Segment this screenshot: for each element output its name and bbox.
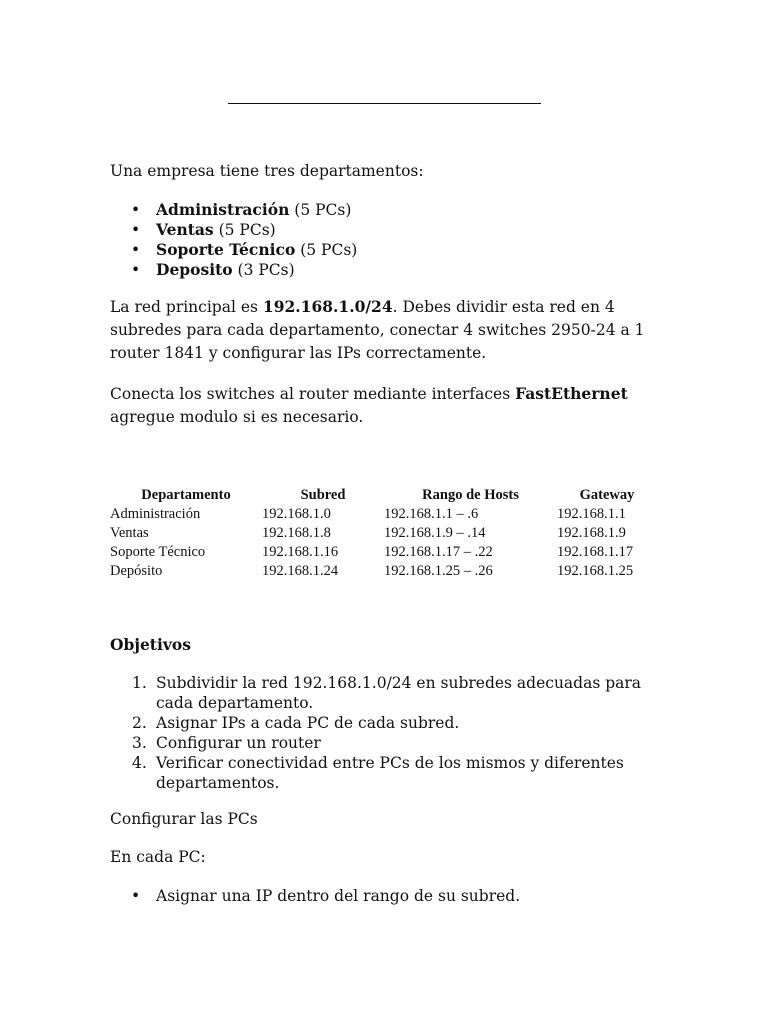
- connect-text-after: agregue modulo si es necesario.: [110, 408, 364, 426]
- network-text-before: La red principal es: [110, 298, 263, 316]
- table-cell: 192.168.1.8: [262, 525, 331, 541]
- column-header-department: Departamento: [141, 487, 231, 503]
- table-cell: Ventas: [110, 525, 149, 541]
- table-cell: 192.168.1.9: [557, 525, 626, 541]
- objective-item: [110, 753, 650, 793]
- column-header-gateway: Gateway: [579, 487, 635, 503]
- table-cell: 192.168.1.17: [557, 544, 634, 560]
- network-text-after: . Debes dividir esta red en 4 subredes para cada departamento, conectar 4 switches 2950-24 a 1 router 1841 y configurar las IPs correctamente.: [110, 298, 645, 362]
- bullet-icon: •: [131, 887, 141, 905]
- subnet-table: [110, 486, 657, 581]
- objective-number: 1.: [132, 674, 147, 692]
- intro-text: Una empresa tiene tres departamentos:: [110, 162, 424, 180]
- pc-step-text: Asignar una IP dentro del rango de su subred.: [156, 887, 521, 905]
- table-row: [110, 524, 657, 543]
- department-item: [110, 260, 357, 280]
- objective-text: Configurar un router: [156, 734, 321, 752]
- table-cell: 192.168.1.25 – .26: [384, 563, 493, 579]
- table-cell: Depósito: [110, 563, 163, 579]
- table-cell: 192.168.1.17 – .22: [384, 544, 493, 560]
- table-cell: 192.168.1.9 – .14: [384, 525, 486, 541]
- table-cell: 192.168.1.16: [262, 544, 339, 560]
- bullet-icon: •: [131, 261, 141, 279]
- department-name: Deposito: [156, 260, 233, 279]
- department-item: [110, 240, 357, 260]
- table-cell: Soporte Técnico: [110, 544, 206, 560]
- connect-text-before: Conecta los switches al router mediante interfaces: [110, 385, 516, 403]
- objective-item: [110, 673, 650, 713]
- departments-list: [110, 200, 357, 280]
- column-header-subnet: Subred: [300, 487, 346, 503]
- department-item: [110, 200, 357, 220]
- table-row: [110, 543, 657, 562]
- objective-text: Verificar conectividad entre PCs de los mismos y diferentes departamentos.: [156, 754, 624, 792]
- table-cell: 192.168.1.0: [262, 506, 331, 522]
- table-cell: 192.168.1.25: [557, 563, 634, 579]
- interface-name: FastEthernet: [515, 384, 628, 403]
- objective-text: Subdividir la red 192.168.1.0/24 en subredes adecuadas para cada departamento.: [156, 674, 642, 712]
- objective-text: Asignar IPs a cada PC de cada subred.: [156, 714, 460, 732]
- objectives-list: [110, 673, 650, 793]
- configure-pcs-text: Configurar las PCs: [110, 810, 258, 828]
- bullet-icon: •: [131, 201, 141, 219]
- table-row: [110, 505, 657, 524]
- table-cell: 192.168.1.1: [557, 506, 626, 522]
- bullet-icon: •: [131, 221, 141, 239]
- network-address: 192.168.1.0/24: [262, 297, 393, 316]
- department-name: Soporte Técnico: [156, 240, 296, 259]
- connect-paragraph: [110, 382, 630, 429]
- objective-item: [110, 733, 650, 753]
- department-item: [110, 220, 357, 240]
- objective-number: 2.: [132, 714, 147, 732]
- department-pcs: (5 PCs): [213, 221, 276, 239]
- department-name: Ventas: [156, 220, 214, 239]
- department-name: Administración: [156, 200, 290, 219]
- network-paragraph: [110, 295, 670, 365]
- objective-number: 3.: [132, 734, 147, 752]
- table-cell: 192.168.1.1 – .6: [384, 506, 479, 522]
- objectives-heading: Objetivos: [110, 635, 191, 654]
- objective-item: [110, 713, 650, 733]
- table-cell: 192.168.1.24: [262, 563, 339, 579]
- title-underline: [228, 103, 541, 104]
- pc-step-item: [110, 886, 520, 906]
- department-pcs: (3 PCs): [232, 261, 295, 279]
- table-cell: Administración: [110, 506, 201, 522]
- objective-number: 4.: [132, 754, 147, 772]
- department-pcs: (5 PCs): [289, 201, 352, 219]
- each-pc-text: En cada PC:: [110, 848, 206, 866]
- table-row: [110, 562, 657, 581]
- department-pcs: (5 PCs): [295, 241, 358, 259]
- column-header-host-range: Rango de Hosts: [422, 487, 519, 503]
- pc-steps-list: [110, 886, 520, 906]
- bullet-icon: •: [131, 241, 141, 259]
- table-header-row: [110, 486, 657, 505]
